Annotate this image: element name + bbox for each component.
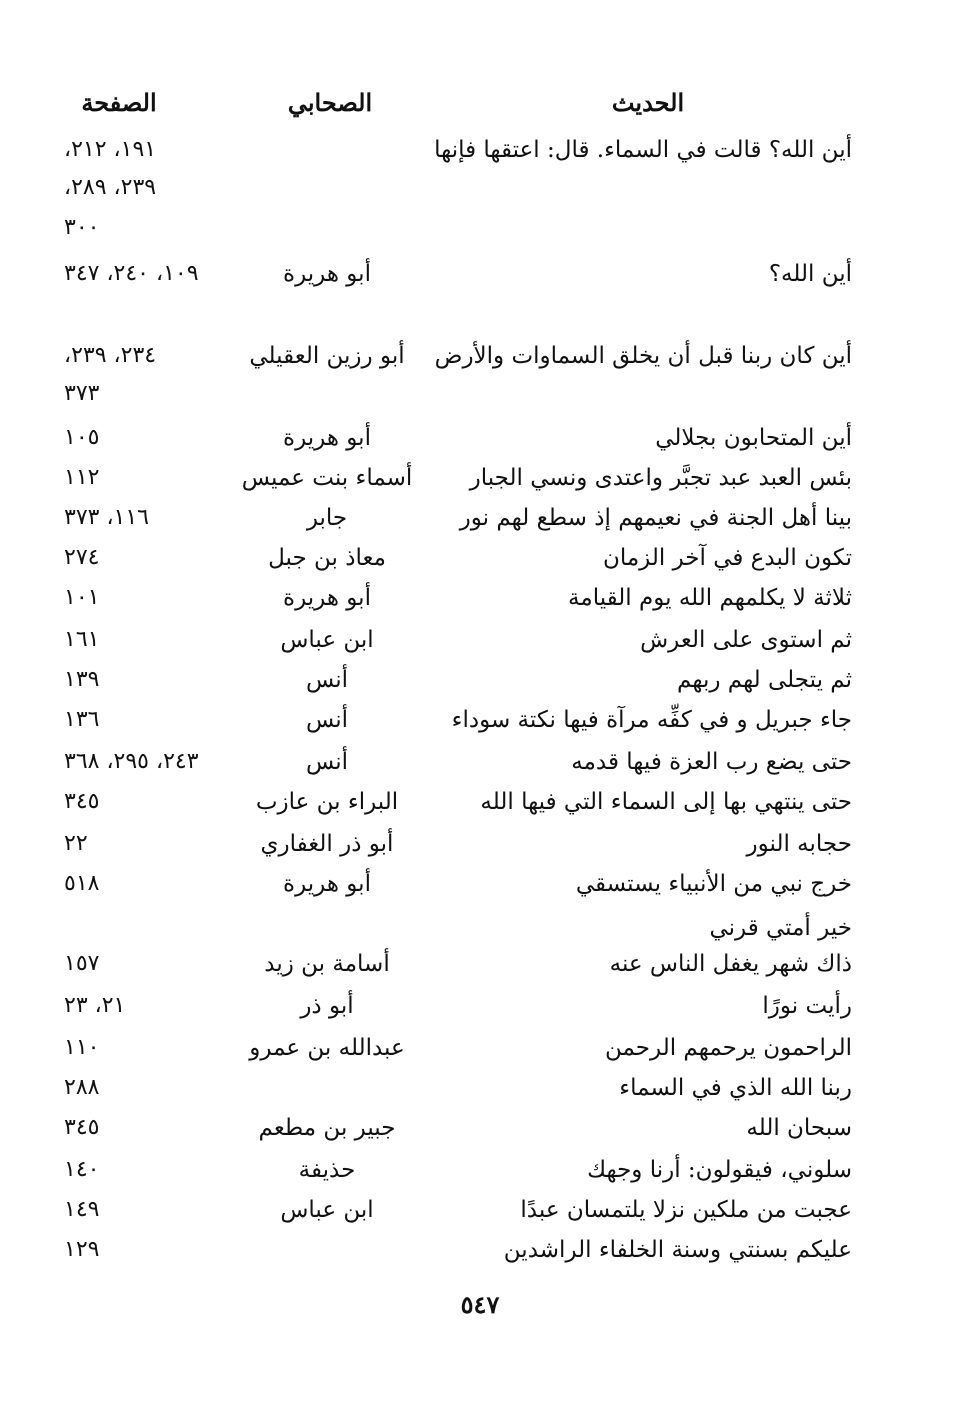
index-row	[0, 458, 962, 498]
index-row	[0, 908, 962, 948]
page-refs: ٢٨٨	[64, 1075, 100, 1100]
page-refs: ٢١، ٢٣	[64, 993, 126, 1018]
hadith-text: عليكم بسنتي وسنة الخلفاء الراشدين	[503, 1237, 852, 1263]
index-row	[0, 578, 962, 618]
hadith-text: أين الله؟ قالت في السماء. قال: اعتقها فإنها	[434, 137, 852, 163]
hadith-text: ربنا الله الذي في السماء	[619, 1075, 852, 1101]
column-header-sahabi: الصحابي	[287, 88, 373, 117]
index-row	[0, 168, 962, 208]
sahabi-name: أبو ذر	[300, 993, 354, 1019]
sahabi-name: أنس	[305, 667, 349, 693]
sahabi-name: أبو هريرة	[283, 871, 371, 897]
hadith-text: ثم يتجلى لهم ربهم	[677, 667, 852, 693]
page-refs: ٢٣٩، ٢٨٩،	[64, 175, 157, 200]
index-row	[0, 498, 962, 538]
sahabi-name: أنس	[305, 707, 349, 733]
index-row	[0, 864, 962, 904]
hadith-text: بينا أهل الجنة في نعيمهم إذ سطع لهم نور	[459, 505, 852, 531]
page-refs: ١٥٧	[64, 951, 100, 976]
page-refs: ١٣٦	[64, 707, 100, 732]
hadith-text: سلوني، فيقولون: أرنا وجهك	[587, 1157, 852, 1183]
index-row	[0, 418, 962, 458]
page-refs: ١١٢	[64, 465, 100, 490]
sahabi-name: البراء بن عازب	[255, 789, 399, 815]
page-refs: ١٤٠	[64, 1157, 100, 1182]
page-refs: ١٣٩	[64, 667, 100, 692]
hadith-text: عجبت من ملكين نزلا يلتمسان عبدًا	[520, 1197, 852, 1223]
index-row	[0, 1068, 962, 1108]
index-row	[0, 374, 962, 414]
page-refs: ١٠١	[64, 585, 100, 610]
index-row	[0, 336, 962, 376]
sahabi-name: أبو هريرة	[283, 261, 371, 287]
index-row	[0, 620, 962, 660]
hadith-text: الراحمون يرحمهم الرحمن	[604, 1035, 852, 1061]
index-row	[0, 782, 962, 822]
index-row	[0, 1028, 962, 1068]
sahabi-name: معاذ بن جبل	[268, 545, 386, 571]
page-refs: ١٩١، ٢١٢،	[64, 137, 157, 162]
index-row	[0, 700, 962, 740]
hadith-text: خرج نبي من الأنبياء يستسقي	[575, 871, 852, 897]
page-refs: ١٢٩	[64, 1237, 100, 1262]
sahabi-name: أبو هريرة	[283, 425, 371, 451]
hadith-text: أين الله؟	[768, 261, 852, 287]
hadith-text: سبحان الله	[746, 1115, 852, 1141]
hadith-text: خير أمتي قرني	[709, 915, 852, 941]
index-row	[0, 944, 962, 984]
page-refs: ١٠٩، ٢٤٠، ٣٤٧	[64, 261, 199, 286]
hadith-text: حجابه النور	[746, 831, 852, 857]
column-header-hadith: الحديث	[611, 88, 685, 117]
index-row	[0, 742, 962, 782]
sahabi-name: أسماء بنت عميس	[241, 465, 413, 491]
page-refs: ١٦١	[64, 627, 100, 652]
sahabi-name: ابن عباس	[280, 627, 374, 653]
sahabi-name: أسامة بن زيد	[264, 951, 390, 977]
page-refs: ٢٣٤، ٢٣٩،	[64, 343, 157, 368]
page-refs: ٣٠٠	[64, 215, 100, 240]
sahabi-name: ابن عباس	[280, 1197, 374, 1223]
page-refs: ١١٦، ٣٧٣	[64, 505, 149, 530]
page-number: ٥٤٧	[460, 1290, 500, 1319]
index-row	[0, 660, 962, 700]
index-row	[0, 1150, 962, 1190]
sahabi-name: أبو رزين العقيلي	[249, 343, 405, 369]
page-refs: ٢٢	[64, 831, 88, 856]
sahabi-name: حذيفة	[298, 1157, 356, 1183]
index-row	[0, 130, 962, 170]
hadith-text: ثم استوى على العرش	[640, 627, 852, 653]
page-refs: ١٤٩	[64, 1197, 100, 1222]
hadith-text: أين المتحابون بجلالي	[655, 425, 852, 451]
hadith-text: حتى يضع رب العزة فيها قدمه	[571, 749, 852, 775]
column-header-page: الصفحة	[81, 88, 157, 117]
sahabi-name: أبو هريرة	[283, 585, 371, 611]
hadith-text: رأيت نورًا	[762, 993, 852, 1019]
hadith-text: أين كان ربنا قبل أن يخلق السماوات والأرض	[434, 343, 852, 369]
index-row	[0, 1108, 962, 1148]
hadith-text: ثلاثة لا يكلمهم الله يوم القيامة	[568, 585, 852, 611]
sahabi-name: جبير بن مطعم	[258, 1115, 396, 1141]
page-refs: ٥١٨	[64, 871, 100, 896]
hadith-text: حتى ينتهي بها إلى السماء التي فيها الله	[480, 789, 852, 815]
sahabi-name: أبو ذر الغفاري	[260, 831, 394, 857]
page-refs: ٣٤٥	[64, 1115, 100, 1140]
hadith-text: ذاك شهر يغفل الناس عنه	[609, 951, 852, 977]
sahabi-name: جابر	[306, 505, 348, 531]
index-row	[0, 824, 962, 864]
index-row	[0, 538, 962, 578]
page-refs: ٣٧٣	[64, 381, 100, 406]
page-refs: ٢٤٣، ٢٩٥، ٣٦٨	[64, 749, 199, 774]
index-row	[0, 208, 962, 248]
sahabi-name: أنس	[305, 749, 349, 775]
page-refs: ١١٠	[64, 1035, 100, 1060]
index-row	[0, 986, 962, 1026]
sahabi-name: عبدالله بن عمرو	[249, 1035, 405, 1061]
page-refs: ٢٧٤	[64, 545, 100, 570]
index-row	[0, 1190, 962, 1230]
page-refs: ١٠٥	[64, 425, 100, 450]
index-row	[0, 254, 962, 294]
hadith-text: بئس العبد عبد تجبَّر واعتدى ونسي الجبار	[469, 465, 852, 491]
hadith-text: تكون البدع في آخر الزمان	[602, 545, 852, 571]
index-row	[0, 1230, 962, 1270]
page-refs: ٣٤٥	[64, 789, 100, 814]
hadith-text: جاء جبريل و في كفِّه مرآة فيها نكتة سوداء	[451, 707, 852, 733]
